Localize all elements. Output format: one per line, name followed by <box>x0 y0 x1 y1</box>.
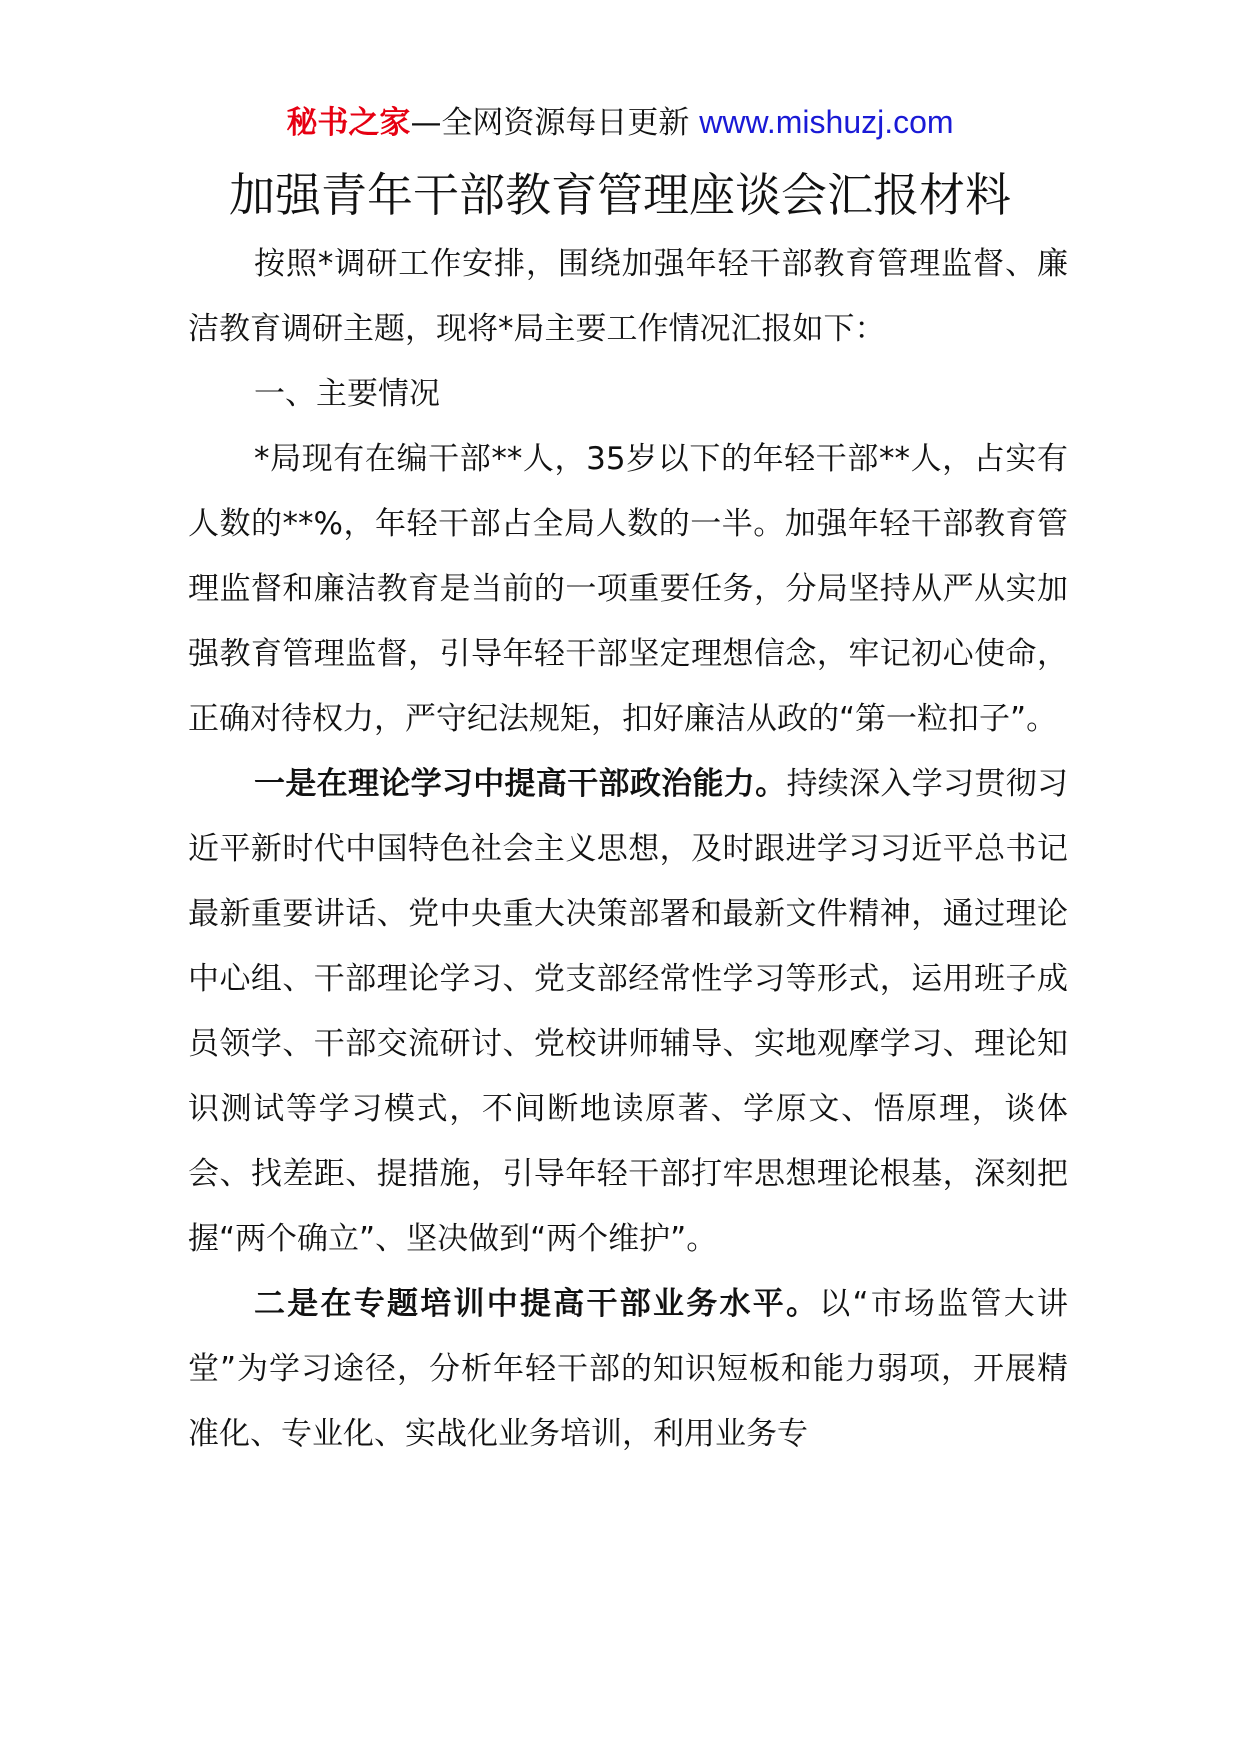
site-url-link[interactable]: www.mishuzj.com <box>699 104 954 140</box>
point-one-paragraph <box>188 752 1068 1272</box>
point-two-text: 以“市场监管大讲堂”为学习途径，分析年轻干部的知识短板和能力弱项，开展精准化、专业化、实战化业务培训，利用业务专 <box>188 1286 1069 1452</box>
document-title: 加强青年干部教育管理座谈会汇报材料 <box>229 168 1011 222</box>
document-body <box>188 232 1068 1467</box>
site-brand: 秘书之家 <box>286 105 411 141</box>
point-two-lead: 二是在专题培训中提高干部业务水平。 <box>254 1286 820 1322</box>
watermark-header <box>0 100 1240 145</box>
point-one-text: 持续深入学习贯彻习近平新时代中国特色社会主义思想，及时跟进学习习近平总书记最新重要讲话、党中央重大决策部署和最新文件精神，通过理论中心组、干部理论学习、党支部经常性学习等形式，运用班子成员领学、干部交流研讨、党校讲师辅导、实地观摩学习、理论知识测试等学习模式，不间断地读原著、学原文、悟原理，谈体会、找差距、提措施，引导年轻干部打牢思想理论根基，深刻把握“两个确立”、坚决做到“两个维护”。 <box>188 766 1069 1257</box>
site-tagline: —全网资源每日更新 <box>410 105 700 141</box>
point-two-paragraph <box>188 1272 1068 1467</box>
situation-paragraph: *局现有在编干部**人，35岁以下的年轻干部**人，占实有人数的**%，年轻干部占全局人数的一半。加强年轻干部教育管理监督和廉洁教育是当前的一项重要任务，分局坚持从严从实加强教育管理监督，引导年轻干部坚定理想信念，牢记初心使命，正确对待权力，严守纪法规矩，扣好廉洁从政的“第一粒扣子”。 <box>188 441 1068 737</box>
section-heading: 一、主要情况 <box>254 376 440 412</box>
point-one-lead: 一是在理论学习中提高干部政治能力。 <box>254 766 787 802</box>
intro-paragraph: 按照*调研工作安排，围绕加强年轻干部教育管理监督、廉洁教育调研主题，现将*局主要工作情况汇报如下： <box>188 246 1068 347</box>
